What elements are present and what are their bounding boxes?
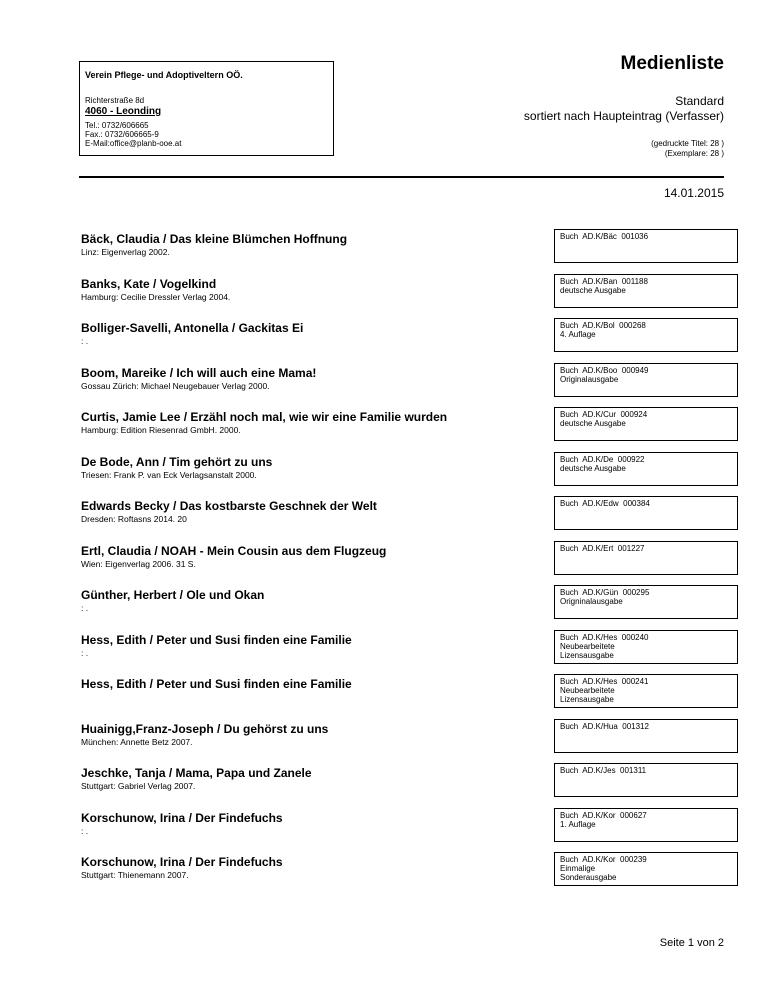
entry-publisher: Triesen: Frank P. van Eck Verlagsanstalt 2000. <box>81 469 257 480</box>
entry-note: Lizensausgabe <box>560 650 614 660</box>
entry-signature-box <box>554 407 738 441</box>
entry-signature-box <box>554 541 738 575</box>
entry-title: De Bode, Ann / Tim gehört zu uns <box>81 454 273 469</box>
entry-signature-box <box>554 274 738 308</box>
entry-signature-box <box>554 808 738 842</box>
page-title: Medienliste <box>620 53 724 74</box>
printed-titles-count: (gedruckte Titel: 28 ) <box>651 139 724 148</box>
entry-title: Ertl, Claudia / NOAH - Mein Cousin aus dem Flugzeug <box>81 543 387 558</box>
entry-signature-box <box>554 852 738 886</box>
entry-title: Günther, Herbert / Ole und Okan <box>81 588 265 602</box>
entry-signature: Buch AD.K/Kor 000627 <box>560 810 647 820</box>
entry-signature: Buch AD.K/Boo 000949 <box>560 365 649 375</box>
media-entry <box>79 673 738 718</box>
entry-signature: Buch AD.K/Kor 000239 <box>560 855 647 864</box>
entry-signature-box <box>554 763 738 797</box>
entry-title: Hess, Edith / Peter und Susi finden eine Familie <box>81 677 352 691</box>
media-entry <box>79 495 738 540</box>
media-entry <box>79 540 738 585</box>
entry-note: Neubearbeitete <box>560 686 615 695</box>
entry-signature-box <box>554 674 738 708</box>
media-entry <box>79 228 738 273</box>
media-entry <box>79 584 738 629</box>
entry-note: Originalausgabe <box>560 374 619 384</box>
entry-signature: Buch AD.K/Hua 001312 <box>560 721 649 731</box>
entry-signature: Buch AD.K/De 000922 <box>560 454 645 464</box>
entry-signature: Buch AD.K/Ert 001227 <box>560 543 645 553</box>
email-address: E-Mail:office@planb-ooe.at <box>85 139 182 148</box>
entry-publisher: : . <box>81 603 89 613</box>
entry-note: deutsche Ausgabe <box>560 285 626 295</box>
entry-publisher: : . <box>81 647 89 658</box>
media-entry <box>79 362 738 407</box>
printed-counts <box>651 139 724 159</box>
entry-publisher: Gossau Zürich: Michael Neugebauer Verlag 2000. <box>81 380 270 391</box>
entry-title: Hess, Edith / Peter und Susi finden eine Familie <box>81 632 352 647</box>
entry-title: Bolliger-Savelli, Antonella / Gackitas Ei <box>81 321 304 335</box>
entry-publisher: Linz: Eigenverlag 2002. <box>81 247 170 257</box>
fax-number: Fax.: 0732/606665-9 <box>85 130 159 139</box>
entry-signature: Buch AD.K/Hes 000241 <box>560 677 649 686</box>
street-address: Richterstraße 8d <box>85 96 145 105</box>
entry-signature: Buch AD.K/Bäc 001036 <box>560 232 649 241</box>
entry-title: Korschunow, Irina / Der Findefuchs <box>81 810 283 825</box>
media-list <box>79 228 738 896</box>
entry-signature-box <box>554 585 738 619</box>
entry-publisher: : . <box>81 825 89 836</box>
entry-signature-box <box>554 630 738 664</box>
entry-publisher: : . <box>81 336 89 346</box>
media-entry <box>79 629 738 674</box>
entry-title: Huainigg,Franz-Joseph / Du gehörst zu uns <box>81 721 329 736</box>
entry-title: Boom, Mareike / Ich will auch eine Mama! <box>81 365 317 380</box>
media-entry <box>79 317 738 362</box>
media-entry <box>79 718 738 763</box>
entry-publisher: Stuttgart: Gabriel Verlag 2007. <box>81 781 196 791</box>
organization-name: Verein Pflege- und Adoptiveltern OÖ. <box>85 70 243 80</box>
entry-note: Sonderausgabe <box>560 873 617 882</box>
entry-signature: Buch AD.K/Cur 000924 <box>560 410 648 419</box>
print-date: 14.01.2015 <box>663 186 724 200</box>
entry-title: Banks, Kate / Vogelkind <box>81 276 217 291</box>
city-line: 4060 - Leonding <box>85 106 162 117</box>
entry-signature: Buch AD.K/Hes 000240 <box>560 632 649 642</box>
organization-box <box>79 61 334 156</box>
phone-number: Tel.: 0732/606665 <box>85 121 149 130</box>
media-entry <box>79 762 738 807</box>
entry-note: deutsche Ausgabe <box>560 419 626 428</box>
entry-title: Jeschke, Tanja / Mama, Papa und Zanele <box>81 766 312 780</box>
entry-note: Lizensausgabe <box>560 695 614 704</box>
entry-signature: Buch AD.K/Gün 000295 <box>560 588 650 597</box>
entry-signature-box <box>554 452 738 486</box>
entry-signature-box <box>554 719 738 753</box>
contact-info <box>85 121 328 148</box>
media-entry <box>79 851 738 896</box>
media-entry <box>79 406 738 451</box>
entry-publisher: Wien: Eigenverlag 2006. 31 S. <box>81 558 196 569</box>
sort-order: sortiert nach Haupteintrag (Verfasser) <box>523 109 724 123</box>
entry-note: Neubearbeitete <box>560 641 615 651</box>
entry-title: Edwards Becky / Das kostbarste Geschnek der Welt <box>81 499 377 513</box>
entry-note: Origninalausgabe <box>560 597 623 606</box>
entry-signature-box <box>554 496 738 530</box>
entry-title: Bäck, Claudia / Das kleine Blümchen Hoffnung <box>81 232 348 246</box>
printed-copies-count: (Exemplare: 28 ) <box>664 149 724 158</box>
page-number: Seite 1 von 2 <box>659 937 724 949</box>
entry-note: 1. Auflage <box>560 819 596 829</box>
entry-note: 4. Auflage <box>560 330 596 339</box>
list-type: Standard <box>675 94 724 108</box>
entry-signature-box <box>554 318 738 352</box>
entry-publisher: Stuttgart: Thienemann 2007. <box>81 870 189 880</box>
header-divider <box>79 176 724 178</box>
entry-signature-box <box>554 363 738 397</box>
entry-signature: Buch AD.K/Edw 000384 <box>560 499 650 508</box>
entry-note: deutsche Ausgabe <box>560 463 626 473</box>
media-entry <box>79 451 738 496</box>
media-entry <box>79 807 738 852</box>
entry-signature: Buch AD.K/Ban 001188 <box>560 276 648 286</box>
entry-title: Curtis, Jamie Lee / Erzähl noch mal, wie wir eine Familie wurden <box>81 410 448 424</box>
entry-signature: Buch AD.K/Jes 001311 <box>560 766 647 775</box>
entry-note: Einmalige <box>560 864 596 873</box>
entry-publisher: Hamburg: Cecilie Dressler Verlag 2004. <box>81 291 231 302</box>
entry-signature-box <box>554 229 738 263</box>
media-entry <box>79 273 738 318</box>
entry-title: Korschunow, Irina / Der Findefuchs <box>81 855 283 869</box>
entry-signature: Buch AD.K/Bol 000268 <box>560 321 646 330</box>
entry-publisher: München: Annette Betz 2007. <box>81 736 193 747</box>
entry-publisher: Dresden: Roftasns 2014. 20 <box>81 514 187 524</box>
entry-publisher: Hamburg: Edition Riesenrad GmbH. 2000. <box>81 425 241 435</box>
